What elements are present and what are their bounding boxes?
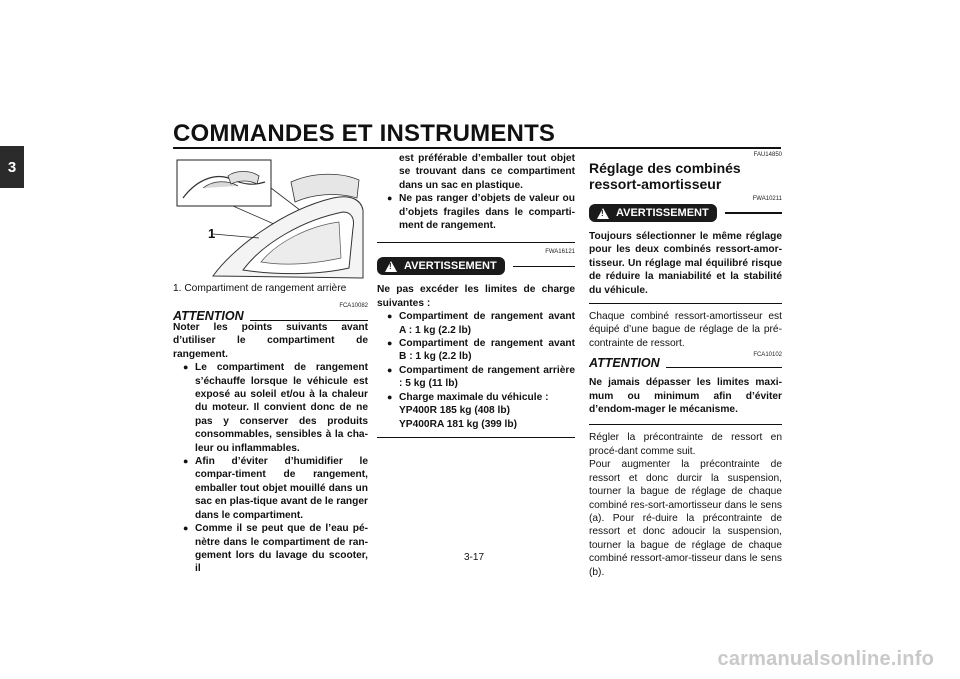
- paragraph: Chaque combiné ressort-amortisseur est équipé d’une bague de réglage de la pré-contrainte de ressort.: [589, 311, 782, 349]
- paragraph: Pour augmenter la précontrainte de ressort et donc durcir la suspension, tourner la bague de réglage de chaque combiné res-sort-amortisseur dans le sens (a). Pour ré-duire la précontrainte de ressort et donc adoucir la suspension, tourner la bague de réglage de chaque combiné ressort-amor-tisseur dans le sens (b).: [589, 459, 782, 578]
- paragraph: Régler la précontrainte de ressort en procé-dant comme suit.: [589, 432, 782, 457]
- load-limit-item: ● Charge maximale du véhicule : YP400R 185 kg (408 lb) YP400RA 181 kg (399 lb): [387, 391, 549, 431]
- watermark: carmanualsonline.info: [717, 648, 934, 670]
- attention-bullet: ● Ne pas ranger d’objets de valeur ou d’objets fragiles dans le comparti-ment de rangement.: [387, 192, 575, 232]
- attention-bullet: ● Comme il se peut que de l’eau pé-nètre dans le compartiment de ran-gement lors du lavage du scooter, il: [183, 522, 368, 576]
- attention-label: ATTENTION: [173, 309, 244, 323]
- attention-text: Ne jamais dépasser les limites maxi-mum ou minimum afin d’éviter d’endom-mager le mécanisme.: [589, 377, 782, 416]
- warning-intro: Ne pas excéder les limites de charge suivantes :: [377, 284, 575, 309]
- warning-badge: [377, 257, 505, 275]
- warning-code: FWA10211: [752, 196, 782, 202]
- attention-code: FCA10102: [753, 352, 782, 359]
- warning-end-rule: [377, 437, 575, 439]
- warning-badge: [589, 204, 717, 222]
- storage-figure: [173, 158, 368, 280]
- warning-label: AVERTISSEMENT: [404, 260, 497, 273]
- attention-intro: Noter les points suivants avant d’utiliser le compartiment de rangement.: [173, 322, 368, 360]
- figure-callout: 1: [208, 226, 216, 241]
- column-3: [589, 152, 782, 579]
- warning-label: AVERTISSEMENT: [616, 207, 709, 219]
- warning-triangle-icon: !: [597, 208, 609, 219]
- scooter-seat-illustration: [173, 158, 368, 280]
- load-limit-item: ● Compartiment de rangement arrière : 5 kg (11 lb): [387, 364, 575, 391]
- warning-rule: [725, 212, 782, 214]
- column-2: [377, 152, 575, 438]
- warning-rule: [513, 266, 575, 268]
- page-title: COMMANDES ET INSTRUMENTS: [173, 120, 556, 147]
- section-title: Réglage des combinés ressort-amortisseur: [589, 160, 741, 192]
- figure-caption: 1. Compartiment de rangement arrière: [173, 283, 347, 294]
- chapter-tab: 3: [0, 146, 24, 188]
- attention-code: FCA10082: [339, 303, 368, 309]
- warning-triangle-icon: !: [385, 261, 397, 272]
- load-limit-item: ● Compartiment de rangement avant B : 1 kg (2.2 lb): [387, 337, 575, 364]
- attention-bullet: ● Afin d’éviter d’humidifier le compar-timent de rangement, emballer tout objet mouillé dans un sac en plas-tique avant de le ranger dans le compartiment.: [183, 455, 368, 522]
- attention-rule: [666, 367, 782, 369]
- attention-continuation: est préférable d’emballer tout objet se trouvant dans ce compartiment dans un sac en plastique.: [399, 153, 575, 191]
- warning-code: FWA16121: [545, 249, 575, 256]
- divider: [589, 424, 782, 425]
- attention-block-1: [173, 303, 368, 576]
- page-number: 3-17: [464, 552, 485, 563]
- attention-label: ATTENTION: [589, 356, 660, 371]
- warning-text: Toujours sélectionner le même réglage pour les deux combinés ressort-amor-tisseur. Un réglage mal équilibré risque de réduire la maniabilité et la stabilité du véhicule.: [589, 231, 782, 296]
- divider: [589, 303, 782, 304]
- load-limit-item: ● Compartiment de rangement avant A : 1 kg (2.2 lb): [387, 310, 575, 337]
- header-rule: [173, 147, 781, 149]
- divider: [377, 242, 575, 243]
- section-code: FAU14850: [753, 152, 782, 158]
- attention-bullet: ● Le compartiment de rangement s’échauffe lorsque le véhicule est exposé au soleil et/ou à la chaleur du moteur. Il convient donc de ne pas y conserver des produits consommables, sensibles à la cha-leur ou inflammables.: [183, 361, 368, 455]
